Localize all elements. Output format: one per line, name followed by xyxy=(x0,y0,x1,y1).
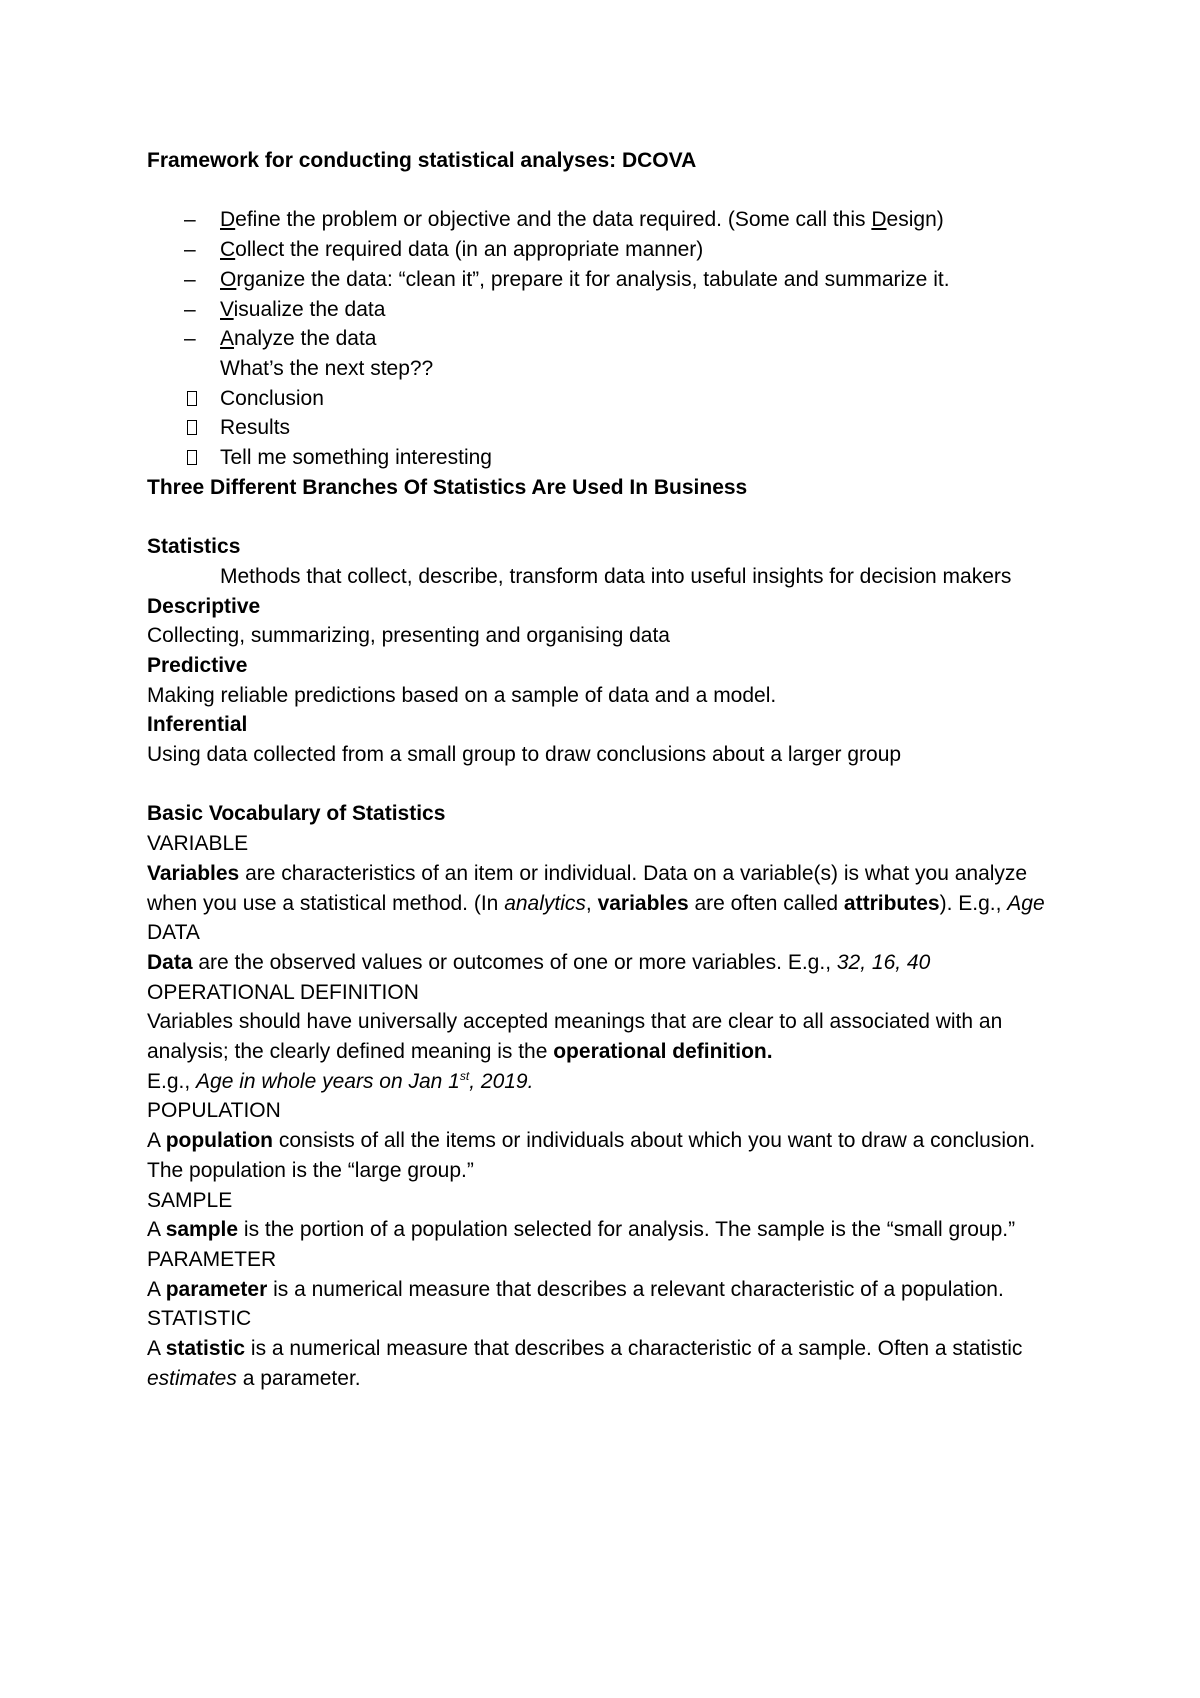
dcova-step-analyze: – Analyze the data xyxy=(147,324,1067,354)
statistic-definition: A statistic is a numerical measure that describes a characteristic of a sample. Often a statistic estimates a parameter. xyxy=(147,1337,1023,1390)
inferential-heading: Inferential xyxy=(147,713,248,737)
dcova-step-collect: – Collect the required data (in an appropriate manner) xyxy=(147,235,1067,265)
dash-bullet: – xyxy=(184,267,196,291)
statistics-heading: Statistics xyxy=(147,535,241,559)
vocab-heading: Basic Vocabulary of Statistics xyxy=(147,802,446,826)
spacer xyxy=(147,770,1067,800)
spacer xyxy=(147,176,1067,206)
operational-definition: Variables should have universally accepted meanings that are clear to all associated with an analysis; the clearly defined meaning is the operational definition. xyxy=(147,1010,1003,1064)
page-title: Framework for conducting statistical analyses: DCOVA xyxy=(147,149,697,172)
operational-heading: OPERATIONAL DEFINITION xyxy=(147,980,419,1004)
checkbox-glyph-icon xyxy=(187,420,197,435)
variable-heading: VARIABLE xyxy=(147,832,249,856)
dash-bullet: – xyxy=(184,208,196,232)
predictive-heading: Predictive xyxy=(147,653,248,677)
spacer xyxy=(147,502,1067,532)
inferential-definition: Using data collected from a small group to draw conclusions about a larger group xyxy=(147,743,902,767)
parameter-heading: PARAMETER xyxy=(147,1247,277,1271)
statistic-heading: STATISTIC xyxy=(147,1307,252,1331)
dash-bullet: – xyxy=(184,238,196,262)
population-definition: A population consists of all the items or individuals about which you want to draw a conclusion. The population is the “large group.” xyxy=(147,1129,1036,1182)
variable-definition: Variables are characteristics of an item or individual. Data on a variable(s) is what you analyze when you use a statistical method. (In analytics, variables are often called attributes). E.g., Age xyxy=(147,861,1045,915)
checkbox-glyph-icon xyxy=(187,391,197,406)
data-heading: DATA xyxy=(147,921,200,945)
sample-definition: A sample is the portion of a population selected for analysis. The sample is the “small group.” xyxy=(147,1218,1016,1242)
checkbox-glyph-icon xyxy=(187,450,197,465)
dash-bullet: – xyxy=(184,327,196,351)
dcova-step-visualize: – Visualize the data xyxy=(147,295,1067,325)
next-step-answer: Results xyxy=(147,413,1067,443)
next-step-answer: Tell me something interesting xyxy=(147,443,1067,473)
statistics-definition: Methods that collect, describe, transform data into useful insights for decision makers xyxy=(220,564,1012,588)
data-definition: Data are the observed values or outcomes of one or more variables. E.g., 32, 16, 40 xyxy=(147,950,931,974)
predictive-definition: Making reliable predictions based on a sample of data and a model. xyxy=(147,683,777,707)
dash-bullet: – xyxy=(184,297,196,321)
descriptive-definition: Collecting, summarizing, presenting and organising data xyxy=(147,624,670,648)
descriptive-heading: Descriptive xyxy=(147,594,261,618)
operational-example: E.g., Age in whole years on Jan 1st, 2019. xyxy=(147,1068,534,1093)
sample-heading: SAMPLE xyxy=(147,1188,233,1212)
next-step-answer: Conclusion xyxy=(147,384,1067,414)
next-step-question: What’s the next step?? xyxy=(220,356,434,380)
dcova-step-organize: – Organize the data: “clean it”, prepare it for analysis, tabulate and summarize it. xyxy=(147,265,1067,295)
dcova-step-define: – Define the problem or objective and the data required. (Some call this Design) xyxy=(147,205,1067,235)
document-body xyxy=(147,146,1067,1393)
parameter-definition: A parameter is a numerical measure that describes a relevant characteristic of a population. xyxy=(147,1277,1004,1301)
population-heading: POPULATION xyxy=(147,1099,281,1123)
branches-heading: Three Different Branches Of Statistics Are Used In Business xyxy=(147,475,748,499)
